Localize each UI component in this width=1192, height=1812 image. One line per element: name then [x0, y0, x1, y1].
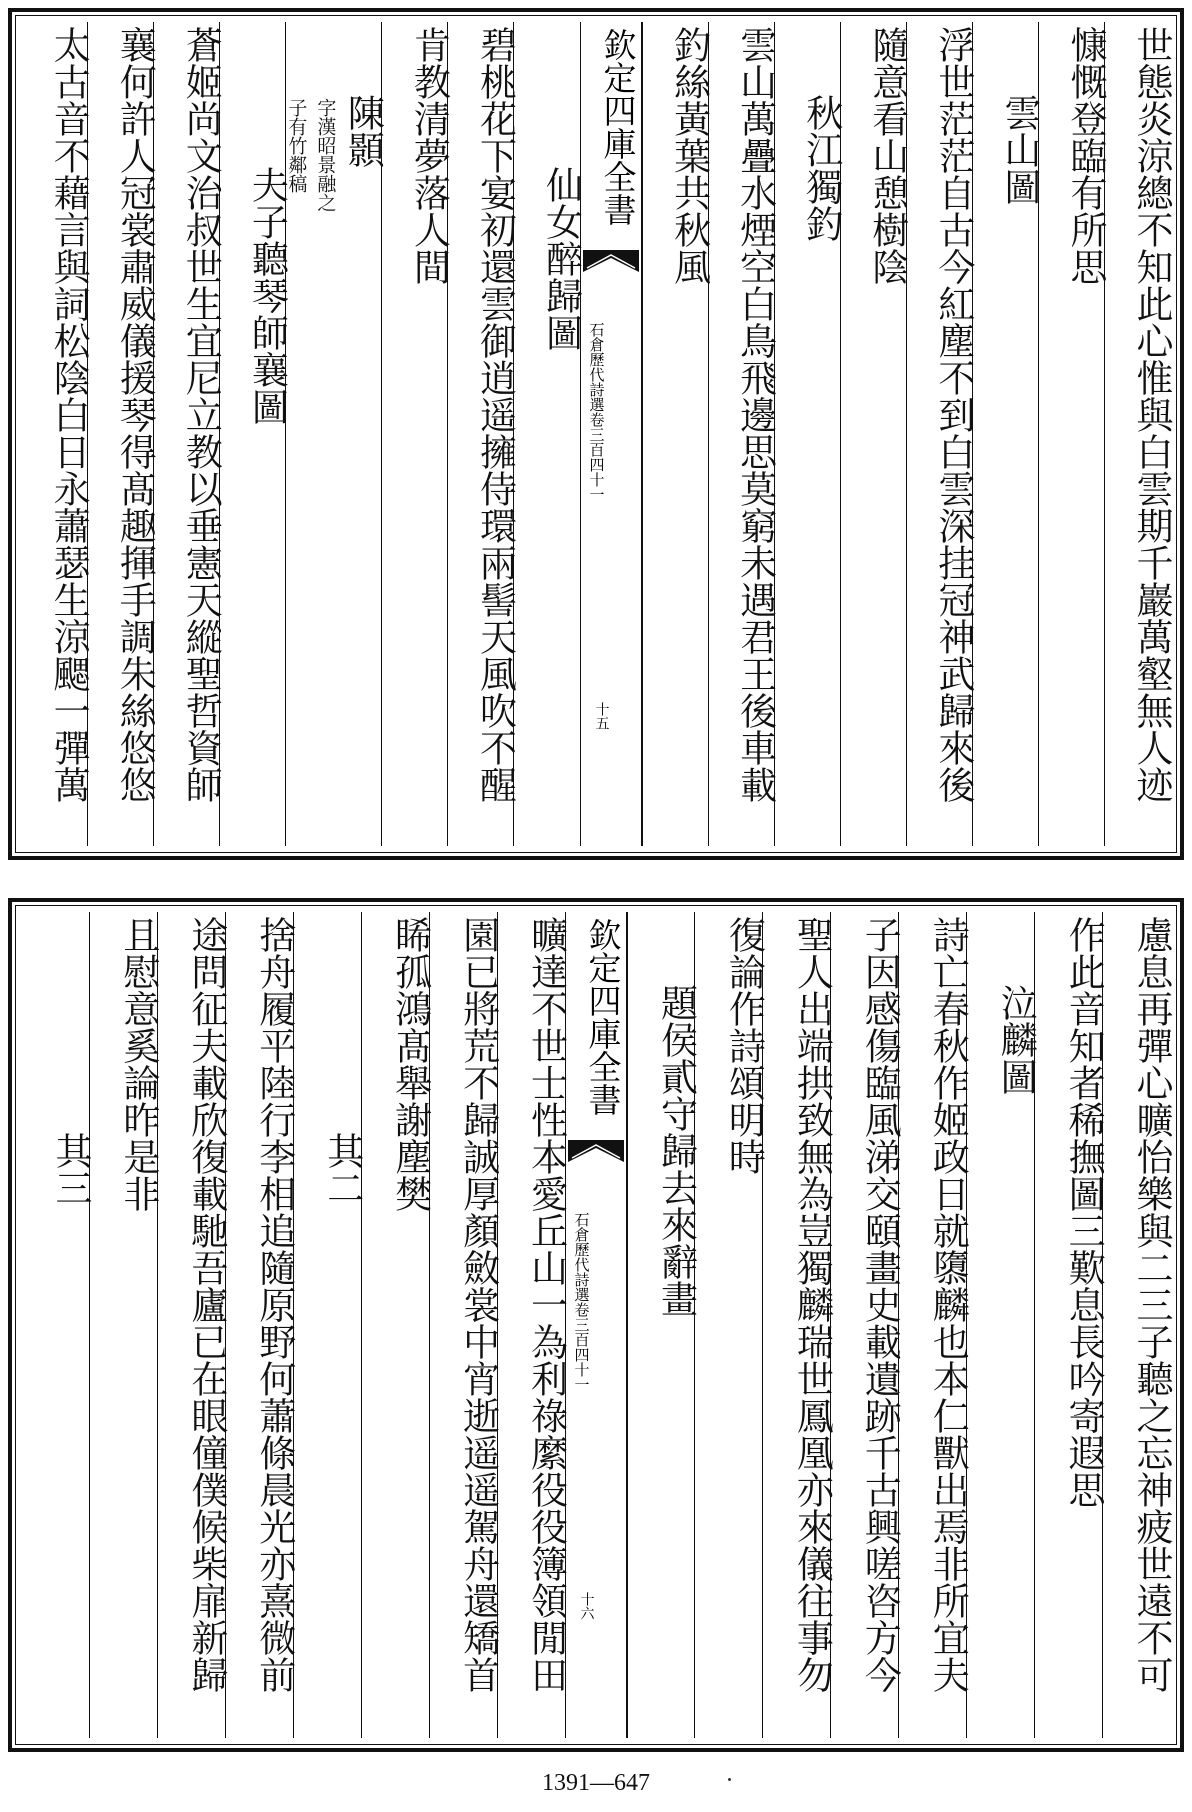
poem-title: 其三: [48, 1132, 92, 1206]
text-column: 隨意看山憩樹陰: [840, 22, 906, 846]
text-column: 襄何許人冠裳肅威儀援琴得髙趣揮手調朱絲悠悠: [87, 22, 153, 846]
text-column: 復論作詩頌明時: [694, 912, 762, 1738]
text-column: 浮世茫茫自古今紅塵不到白雲深挂冠神武歸來後: [906, 22, 972, 846]
book-title: 石倉歷代詩選: [587, 322, 606, 412]
poem-title: 仙女醉歸圖: [513, 22, 579, 846]
bottom-page-columns: [22, 912, 1173, 1738]
center-fold-column: [580, 22, 642, 846]
author-note: 子有竹鄰稿: [285, 98, 308, 193]
text-column: 肯教清夢落人間: [381, 22, 447, 846]
fish-tail-mark-icon: [583, 250, 639, 272]
book-title: 石倉歷代詩選: [572, 1212, 591, 1302]
text-column: 園已將荒不歸誠厚顏斂裳中宵逝遥遥駕舟還矯首: [429, 912, 497, 1738]
page-number-label: 1391—647: [542, 1770, 650, 1796]
text-column: 且慰意奚論昨是非: [89, 912, 157, 1738]
text-column: 曠達不世士性本愛丘山一為利祿縻役役簿領閒田: [497, 912, 565, 1738]
collection-title: 欽定四庫全書: [598, 28, 638, 226]
speck-mark: [728, 1778, 731, 1781]
text-column: 釣絲黃葉共秋風: [642, 22, 708, 846]
folio-number: 十六: [578, 1592, 595, 1620]
center-fold-column: [565, 912, 627, 1738]
text-column: 子因感傷臨風涕交頤畫史載遺跡千古興嗟咨方今: [830, 912, 898, 1738]
volume-number: 卷三百四十一: [587, 412, 606, 502]
text-column: 太古音不藉言與詞松陰白日永蕭瑟生涼颸一彈萬: [47, 26, 91, 803]
center-subtitle: [589, 322, 604, 502]
text-column: 世態炎涼總不知此心惟與白雲期千巖萬壑無人迹: [1104, 22, 1170, 846]
bottom-page: [8, 898, 1184, 1752]
text-column: 途問征夫載欣復載馳吾廬已在眼僮僕候柴扉新歸: [157, 912, 225, 1738]
poem-title: 夫子聽琴師襄圖: [219, 22, 285, 846]
poem-title: 其二: [293, 912, 361, 1738]
text-column: 詩亡春秋作姬政日就隳麟也本仁獸出焉非所宜夫: [898, 912, 966, 1738]
top-page: [8, 8, 1184, 860]
text-column: 捨舟履平陸行李相追隨原野何蕭條晨光亦熹微前: [225, 912, 293, 1738]
poem-title: 題侯貳守歸去來辭畫: [627, 912, 695, 1738]
text-column: 雲山萬疊水煙空白鳥飛邊思莫窮未遇君王後車載: [708, 22, 774, 846]
author-note: 字漢昭景融之: [314, 98, 337, 212]
text-column: 慮息再彈心曠怡樂與二三子聽之忘神疲世遠不可: [1102, 912, 1170, 1738]
text-column: 蒼姬尚文治叔世生宜尼立教以垂憲天縱聖哲資師: [153, 22, 219, 846]
author-column: [285, 22, 385, 846]
collection-title: 欽定四庫全書: [583, 918, 623, 1116]
text-column: 聖人出端拱致無為豈獨麟瑞世鳳凰亦來儀往事勿: [762, 912, 830, 1738]
volume-number: 卷三百四十一: [572, 1302, 591, 1392]
folio-number: 十五: [593, 702, 610, 730]
author-name: 陳顥: [341, 94, 385, 168]
poem-title: 雲山圖: [972, 22, 1038, 846]
text-column: 慷慨登臨有所思: [1038, 22, 1104, 846]
text-column: 碧桃花下宴初還雲御逍遥擁侍環兩髻天風吹不醒: [447, 22, 513, 846]
text-column: 睎孤鴻髙舉謝塵樊: [361, 912, 429, 1738]
poem-title: 秋江獨釣: [774, 22, 840, 846]
poem-title: 泣麟圖: [966, 912, 1034, 1738]
text-column: 作此音知者稀撫圖三歎息長吟寄遐思: [1034, 912, 1102, 1738]
center-subtitle: [574, 1212, 589, 1392]
fish-tail-mark-icon: [568, 1140, 624, 1162]
top-page-columns: [22, 22, 1173, 846]
